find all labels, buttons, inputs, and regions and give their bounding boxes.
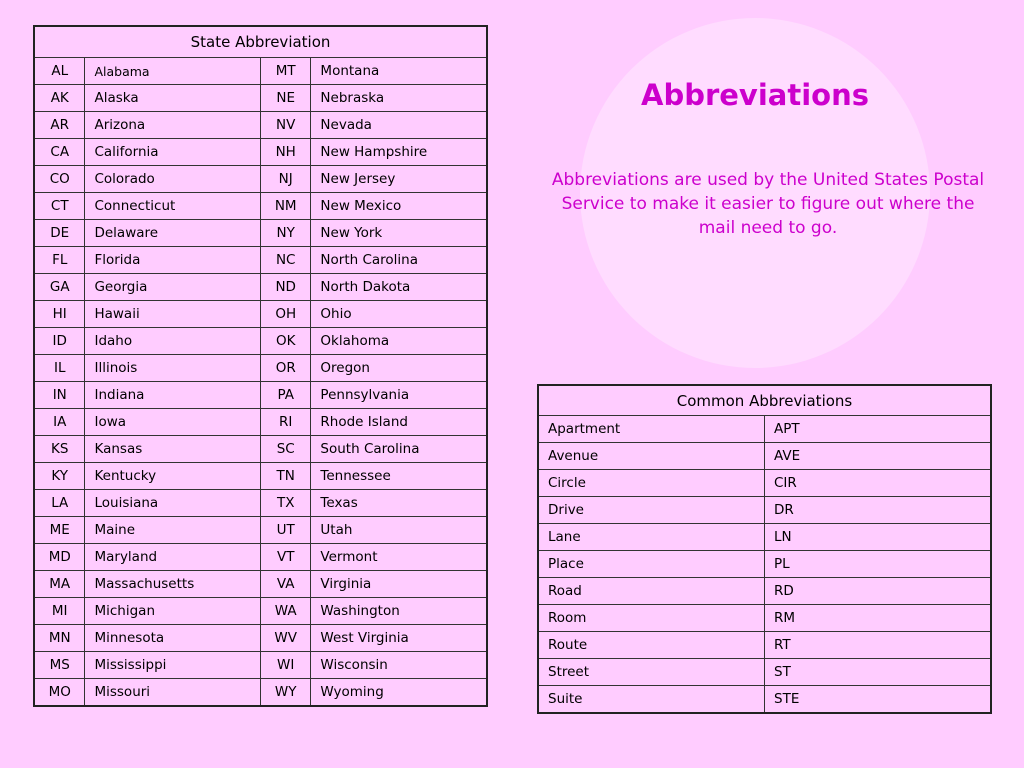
state-abbr-cell: OK: [260, 328, 310, 355]
state-name-cell: Nevada: [311, 112, 487, 139]
state-name-cell: Florida: [85, 247, 261, 274]
table-row: [34, 517, 487, 544]
table-row: [538, 497, 991, 524]
word-cell: Road: [538, 578, 765, 605]
table-header-row: [34, 26, 487, 58]
table-row: [34, 139, 487, 166]
state-abbr-cell: OR: [260, 355, 310, 382]
state-name-cell: Connecticut: [85, 193, 261, 220]
state-name-cell: South Carolina: [311, 436, 487, 463]
word-cell: Room: [538, 605, 765, 632]
state-abbr-cell: AR: [34, 112, 85, 139]
state-abbr-cell: IA: [34, 409, 85, 436]
word-cell: Drive: [538, 497, 765, 524]
state-abbr-cell: FL: [34, 247, 85, 274]
word-cell: Suite: [538, 686, 765, 714]
state-abbr-cell: TN: [260, 463, 310, 490]
table-row: [538, 632, 991, 659]
state-abbr-cell: MT: [260, 58, 310, 85]
table-row: [34, 166, 487, 193]
state-name-cell: Pennsylvania: [311, 382, 487, 409]
state-abbr-cell: IL: [34, 355, 85, 382]
state-abbr-cell: VT: [260, 544, 310, 571]
table-row: [34, 409, 487, 436]
word-cell: Circle: [538, 470, 765, 497]
table-header-row: [538, 385, 991, 416]
table-row: [538, 605, 991, 632]
state-abbr-cell: CT: [34, 193, 85, 220]
common-table-header: Common Abbreviations: [538, 385, 991, 416]
abbr-cell: PL: [765, 551, 992, 578]
state-name-cell: Georgia: [85, 274, 261, 301]
state-abbr-cell: VA: [260, 571, 310, 598]
state-abbr-cell: MD: [34, 544, 85, 571]
state-abbr-cell: HI: [34, 301, 85, 328]
state-abbr-cell: NM: [260, 193, 310, 220]
table-row: [538, 470, 991, 497]
table-row: [538, 551, 991, 578]
state-abbr-cell: AK: [34, 85, 85, 112]
state-name-cell: Maryland: [85, 544, 261, 571]
state-abbr-cell: UT: [260, 517, 310, 544]
state-abbr-cell: AL: [34, 58, 85, 85]
table-row: [34, 112, 487, 139]
state-name-cell: Alaska: [85, 85, 261, 112]
state-abbr-cell: WA: [260, 598, 310, 625]
table-row: [34, 463, 487, 490]
state-name-cell: Nebraska: [311, 85, 487, 112]
table-row: [34, 571, 487, 598]
state-abbr-cell: MN: [34, 625, 85, 652]
table-row: [34, 490, 487, 517]
abbr-cell: RT: [765, 632, 992, 659]
word-cell: Apartment: [538, 416, 765, 443]
state-abbr-cell: MI: [34, 598, 85, 625]
state-name-cell: Texas: [311, 490, 487, 517]
table-row: [538, 659, 991, 686]
state-abbr-cell: NY: [260, 220, 310, 247]
table-row: [34, 193, 487, 220]
state-name-cell: Illinois: [85, 355, 261, 382]
table-row: [34, 58, 487, 85]
slide-description: Abbreviations are used by the United States Postal Service to make it easier to figure out where the mail need to go.: [551, 170, 985, 238]
state-name-cell: Wisconsin: [311, 652, 487, 679]
state-name-cell: Delaware: [85, 220, 261, 247]
table-row: [34, 355, 487, 382]
table-row: [34, 85, 487, 112]
table-row: [34, 382, 487, 409]
table-row: [34, 625, 487, 652]
state-name-cell: New Mexico: [311, 193, 487, 220]
state-name-cell: Louisiana: [85, 490, 261, 517]
state-name-cell: Kansas: [85, 436, 261, 463]
state-abbr-cell: WY: [260, 679, 310, 707]
state-name-cell: Idaho: [85, 328, 261, 355]
state-abbr-cell: PA: [260, 382, 310, 409]
state-abbr-cell: GA: [34, 274, 85, 301]
abbr-cell: AVE: [765, 443, 992, 470]
state-name-cell: Montana: [311, 58, 487, 85]
state-name-cell: Arizona: [85, 112, 261, 139]
table-row: [34, 598, 487, 625]
table-row: [34, 436, 487, 463]
state-name-cell: Wyoming: [311, 679, 487, 707]
slide-title: Abbreviations: [641, 78, 869, 112]
table-row: [34, 301, 487, 328]
state-abbr-cell: ID: [34, 328, 85, 355]
state-name-cell: Oregon: [311, 355, 487, 382]
state-abbr-cell: IN: [34, 382, 85, 409]
state-abbr-cell: SC: [260, 436, 310, 463]
state-abbr-cell: ME: [34, 517, 85, 544]
state-name-cell: California: [85, 139, 261, 166]
table-row: [34, 328, 487, 355]
state-abbr-cell: NV: [260, 112, 310, 139]
state-name-cell: Mississippi: [85, 652, 261, 679]
state-abbr-cell: WV: [260, 625, 310, 652]
state-name-cell: Minnesota: [85, 625, 261, 652]
state-abbr-cell: MO: [34, 679, 85, 707]
state-name-cell: Indiana: [85, 382, 261, 409]
abbr-cell: DR: [765, 497, 992, 524]
state-abbr-cell: NJ: [260, 166, 310, 193]
word-cell: Street: [538, 659, 765, 686]
state-abbr-cell: CO: [34, 166, 85, 193]
state-name-cell: Hawaii: [85, 301, 261, 328]
state-name-cell: Oklahoma: [311, 328, 487, 355]
state-abbr-cell: MA: [34, 571, 85, 598]
table-row: [538, 578, 991, 605]
state-name-cell: New Hampshire: [311, 139, 487, 166]
word-cell: Route: [538, 632, 765, 659]
state-name-cell: Washington: [311, 598, 487, 625]
abbr-cell: ST: [765, 659, 992, 686]
common-abbreviation-table: [537, 384, 992, 714]
state-name-cell: New Jersey: [311, 166, 487, 193]
abbr-cell: APT: [765, 416, 992, 443]
table-row: [34, 679, 487, 707]
state-name-cell: Massachusetts: [85, 571, 261, 598]
state-name-cell: Ohio: [311, 301, 487, 328]
state-name-cell: Iowa: [85, 409, 261, 436]
state-abbr-cell: KS: [34, 436, 85, 463]
state-abbr-cell: MS: [34, 652, 85, 679]
abbr-cell: RM: [765, 605, 992, 632]
state-name-cell: Michigan: [85, 598, 261, 625]
state-name-cell: Rhode Island: [311, 409, 487, 436]
word-cell: Avenue: [538, 443, 765, 470]
word-cell: Place: [538, 551, 765, 578]
state-name-cell: West Virginia: [311, 625, 487, 652]
abbr-cell: CIR: [765, 470, 992, 497]
table-row: [538, 443, 991, 470]
state-name-cell: Kentucky: [85, 463, 261, 490]
state-name-cell: New York: [311, 220, 487, 247]
state-name-cell: Maine: [85, 517, 261, 544]
word-cell: Lane: [538, 524, 765, 551]
state-abbr-cell: CA: [34, 139, 85, 166]
abbr-cell: STE: [765, 686, 992, 714]
table-row: [34, 247, 487, 274]
table-row: [34, 220, 487, 247]
state-abbr-cell: RI: [260, 409, 310, 436]
state-abbr-cell: NH: [260, 139, 310, 166]
state-name-cell: Colorado: [85, 166, 261, 193]
state-name-cell: Utah: [311, 517, 487, 544]
state-abbr-cell: LA: [34, 490, 85, 517]
table-row: [538, 524, 991, 551]
state-abbr-cell: NC: [260, 247, 310, 274]
state-name-cell: Tennessee: [311, 463, 487, 490]
state-name-cell: North Dakota: [311, 274, 487, 301]
state-abbr-cell: DE: [34, 220, 85, 247]
state-name-cell: Missouri: [85, 679, 261, 707]
state-name-cell: Virginia: [311, 571, 487, 598]
state-name-cell: North Carolina: [311, 247, 487, 274]
state-name-cell: Vermont: [311, 544, 487, 571]
state-abbr-cell: KY: [34, 463, 85, 490]
table-row: [34, 544, 487, 571]
abbr-cell: LN: [765, 524, 992, 551]
state-abbr-cell: TX: [260, 490, 310, 517]
state-name-cell: Alabama: [85, 58, 261, 85]
table-row: [538, 686, 991, 714]
state-abbr-cell: OH: [260, 301, 310, 328]
state-abbr-cell: NE: [260, 85, 310, 112]
state-abbreviation-table: [33, 25, 488, 707]
abbr-cell: RD: [765, 578, 992, 605]
state-table-header: State Abbreviation: [34, 26, 487, 58]
table-row: [34, 652, 487, 679]
table-row: [538, 416, 991, 443]
table-row: [34, 274, 487, 301]
state-abbr-cell: ND: [260, 274, 310, 301]
state-abbr-cell: WI: [260, 652, 310, 679]
